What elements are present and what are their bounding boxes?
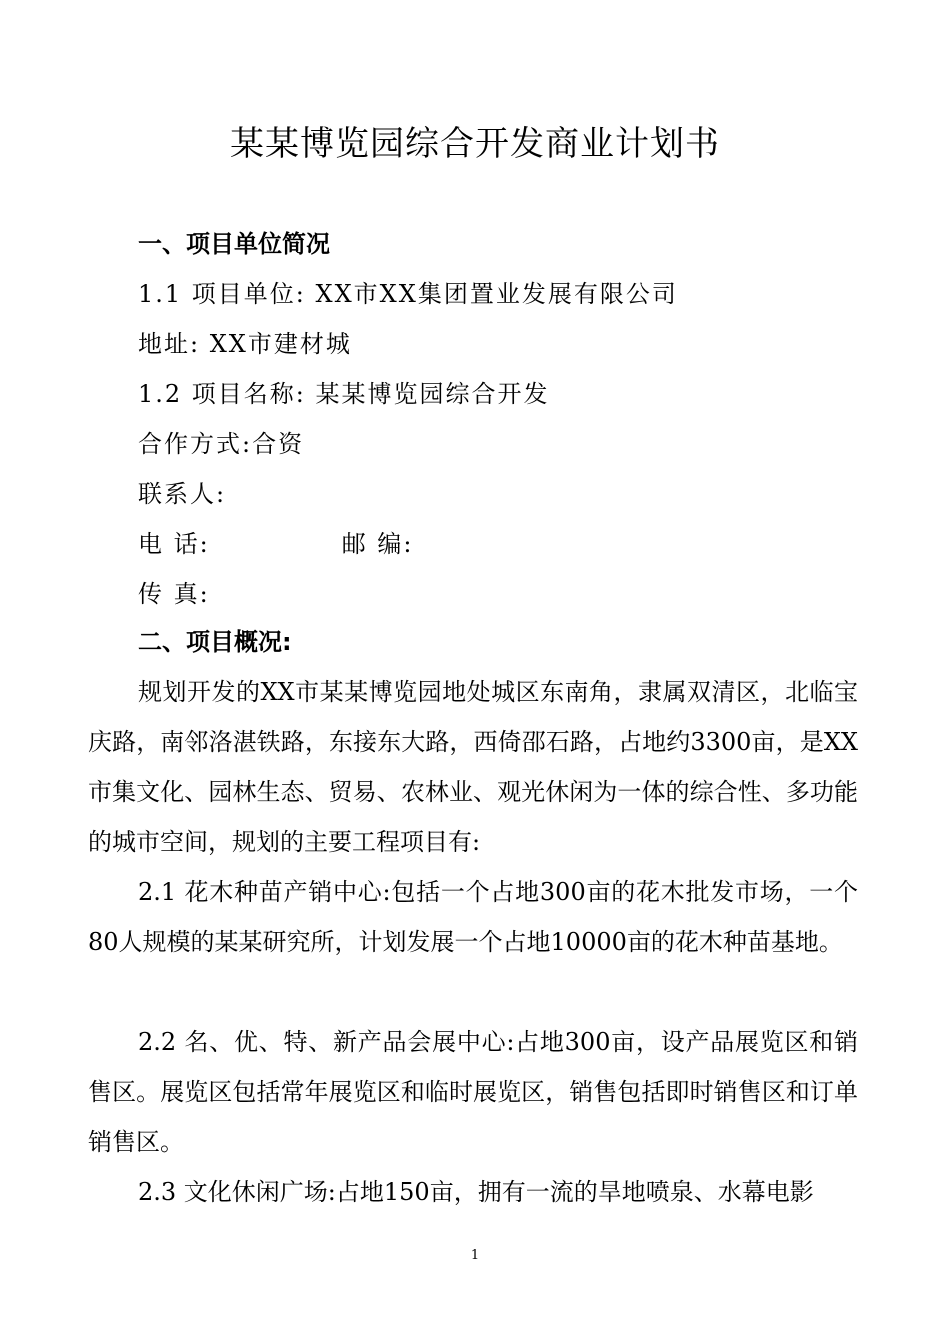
address: 地址: XX市建材城 (138, 330, 352, 358)
project-unit: 1.1 项目单位: XX市XX集团置业发展有限公司 (138, 280, 678, 308)
fax: 传 真: (138, 580, 210, 608)
section1-heading: 一、项目单位简况 (138, 230, 330, 258)
item-2-1-paragraph: 2.1 花木种苗产销中心:包括一个占地300亩的花木批发市场，一个80人规模的某某研究所，计划发展一个占地10000亩的花木种苗基地。 (88, 878, 858, 956)
phone-postcode-line (138, 526, 413, 562)
postcode-label: 邮 编: (341, 530, 414, 558)
project-name: 1.2 项目名称: 某某博览园综合开发 (138, 380, 550, 408)
cooperation-mode: 合作方式:合资 (138, 430, 305, 458)
section2-heading: 二、项目概况: (138, 628, 292, 656)
phone-label: 电 话: (138, 530, 210, 558)
item-2-3-paragraph: 2.3 文化休闲广场:占地150亩，拥有一流的旱地喷泉、水幕电影 (138, 1178, 814, 1206)
page-number: 1 (470, 1248, 480, 1263)
document-title: 某某博览园综合开发商业计划书 (230, 124, 720, 164)
overview-paragraph: 规划开发的XX市某某博览园地处城区东南角，隶属双清区，北临宝庆路，南邻洛湛铁路，东接东大路，西倚邵石路，占地约3300亩，是XX市集文化、园林生态、贸易、农林业、观光休闲为一体的综合性、多功能的城市空间，规划的主要工程项目有: (88, 678, 858, 856)
item-2-2-paragraph: 2.2 名、优、特、新产品会展中心:占地300亩，设产品展览区和销售区。展览区包括常年展览区和临时展览区，销售包括即时销售区和订单销售区。 (88, 1028, 858, 1156)
contact-person: 联系人: (138, 480, 227, 508)
